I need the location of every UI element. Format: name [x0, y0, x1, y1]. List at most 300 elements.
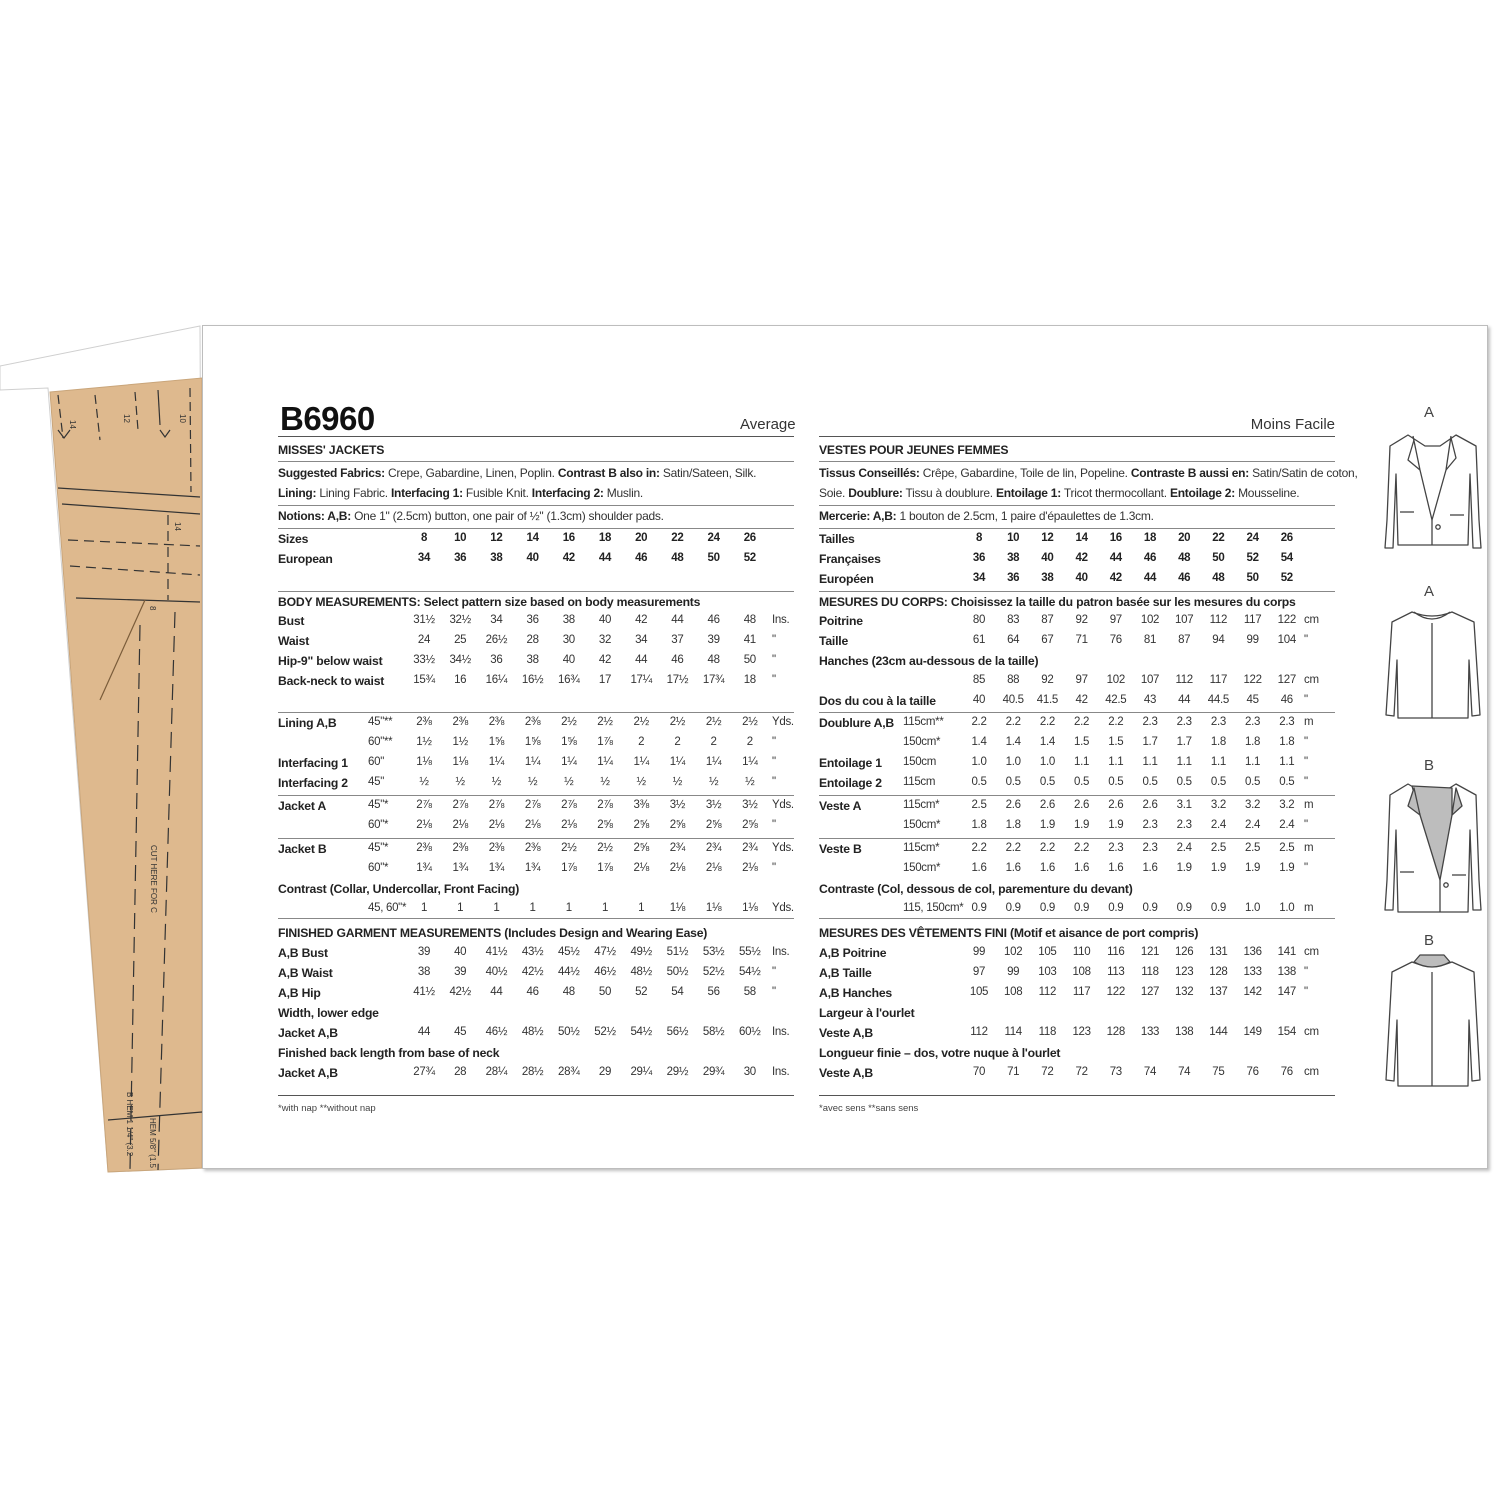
- english-finished-row-value: 48½: [521, 1026, 544, 1038]
- english-size-row-value: 38: [490, 552, 503, 564]
- svg-text:14: 14: [68, 420, 77, 429]
- french-finished-row-value: 72: [1041, 1066, 1054, 1078]
- french-finished-row-value: 136: [1243, 946, 1262, 958]
- french-size-row-value: 16: [1109, 532, 1122, 544]
- french-finished-row-value: 110: [1072, 946, 1091, 958]
- english-yardage-row-value: ½: [636, 776, 646, 788]
- french-body-row-value: 83: [1007, 614, 1020, 626]
- french-lining-line-part: Entoilage 1:: [995, 486, 1061, 500]
- english-yardage-row-value: 1¼: [561, 756, 577, 768]
- english-finished-row-value: 42½: [521, 966, 544, 978]
- english-size-row-value: 22: [671, 532, 684, 544]
- english-yardage-row-value: ½: [672, 776, 683, 788]
- french-size-row-value: 48: [1212, 572, 1225, 584]
- english-size-row-value: 52: [743, 552, 756, 564]
- french-yardage-width: 115cm: [903, 776, 936, 788]
- french-body-row-value: 127: [1277, 674, 1296, 686]
- english-finished-row-label: Jacket A,B: [278, 1066, 338, 1080]
- french-yardage-row-value: 2.2: [1005, 842, 1021, 854]
- french-yardage-unit: ": [1304, 776, 1308, 788]
- french-yardage-row-value: 1.9: [1245, 862, 1261, 874]
- english-yardage-label: Jacket B: [278, 842, 327, 856]
- english-notions-line-part: One 1" (2.5cm) button, one pair of ½" (1.3cm) shoulder pads.: [354, 509, 664, 523]
- french-finished-row-value: 102: [1004, 946, 1023, 958]
- french-yardage-row-value: 0.9: [1108, 902, 1124, 914]
- english-body-heading: BODY MEASUREMENTS: Select pattern size based on body measurements: [278, 595, 701, 609]
- french-yardage-row-value: 0.5: [1279, 776, 1295, 788]
- french-finished-row-value: 142: [1243, 986, 1262, 998]
- french-yardage-row-value: 1.6: [1074, 862, 1090, 874]
- french-yardage-row-value: 2.5: [971, 799, 987, 811]
- english-finished-row-value: 55½: [739, 946, 761, 958]
- svg-text:14: 14: [173, 522, 182, 531]
- english-yardage-row-value: 2⅛: [452, 819, 468, 831]
- english-body-row-value: 18: [743, 674, 756, 686]
- english-yardage-row-value: 3½: [742, 799, 758, 811]
- english-yardage-row-value: 2⅜: [416, 842, 432, 854]
- french-body-row-label: Hanches (23cm au-dessous de la taille): [819, 654, 1039, 668]
- english-yardage-row-value: 2⅞: [452, 799, 468, 811]
- french-yardage-row-value: 1.1: [1210, 756, 1226, 768]
- french-finished-row-value: 108: [1072, 966, 1091, 978]
- english-yardage-row-value: ½: [419, 776, 429, 788]
- english-finished-row-value: 60½: [739, 1026, 761, 1038]
- english-yardage-row-value: 1: [638, 902, 645, 914]
- french-yardage-row-value: 2.3: [1142, 842, 1158, 854]
- french-finished-row-label: A,B Taille: [819, 966, 872, 980]
- french-body-row-value: 44: [1178, 694, 1191, 706]
- french-yardage-unit: m: [1304, 902, 1314, 914]
- english-yardage-unit: Yds.: [772, 799, 794, 811]
- english-body-row-value: 50: [743, 654, 756, 666]
- french-yardage-row-value: 1.0: [1245, 902, 1261, 914]
- english-finished-row-value: 51½: [666, 946, 689, 958]
- english-finished-row-value: 46: [526, 986, 539, 998]
- english-body-row-value: 16: [454, 674, 467, 686]
- french-yardage-row-value: 1.9: [1176, 862, 1192, 874]
- french-yardage-row-value: 1.9: [1108, 819, 1124, 831]
- french-yardage-row-value: 2.2: [1108, 716, 1124, 728]
- french-yardage-row-value: 2.3: [1108, 842, 1124, 854]
- french-finished-row-value: 75: [1212, 1066, 1225, 1078]
- french-body-row-value: 46: [1280, 694, 1293, 706]
- french-size-row-label: Françaises: [819, 552, 881, 566]
- english-fabrics-line-part: Satin/Sateen, Silk.: [662, 466, 757, 480]
- french-yardage-row-value: 0.9: [1176, 902, 1192, 914]
- french-fabrics-line-part: Tissus Conseillés:: [819, 466, 920, 480]
- french-finished-row-value: 99: [1007, 966, 1020, 978]
- french-yardage-row-value: 1.7: [1176, 736, 1192, 748]
- french-yardage-group-rule: [819, 918, 1335, 919]
- french-body-row-value: 64: [1007, 634, 1020, 646]
- french-finished-row-value: 133: [1140, 1026, 1160, 1038]
- french-finished-row-value: 72: [1075, 1066, 1088, 1078]
- french-body-row-value: 92: [1041, 674, 1054, 686]
- english-finished-row-value: 40: [454, 946, 467, 958]
- english-yardage-row-value: ½: [491, 776, 502, 788]
- english-yardage-label: Contrast (Collar, Undercollar, Front Facing): [278, 882, 520, 896]
- french-body-row-value: 92: [1075, 614, 1088, 626]
- english-size-row-value: 10: [454, 532, 467, 544]
- english-finished-row-label: A,B Bust: [278, 946, 328, 960]
- french-body-row-value: 40.5: [1002, 694, 1024, 706]
- french-lining-line-part: Entoilage 2:: [1169, 486, 1235, 500]
- french-yardage-row-value: 0.5: [1005, 776, 1021, 788]
- french-yardage-row-value: 1.8: [1210, 736, 1226, 748]
- english-finished-row-value: 44: [490, 986, 503, 998]
- english-finished-row-value: 28½: [521, 1066, 544, 1078]
- french-yardage-row-value: 0.5: [1210, 776, 1226, 788]
- english-body-row-value: 40: [598, 614, 612, 626]
- french-size-row-value: 34: [972, 572, 986, 584]
- english-size-row-label: Sizes: [278, 532, 309, 546]
- english-yardage-unit: ": [772, 776, 776, 788]
- english-size-row-value: 20: [635, 532, 648, 544]
- english-yardage-row-value: 2⅛: [488, 819, 505, 831]
- french-finished-row-value: 99: [972, 946, 986, 958]
- english-body-row-unit: ": [772, 654, 776, 666]
- french-body-row-value: 117: [1243, 614, 1262, 626]
- french-body-row-value: 71: [1075, 634, 1088, 646]
- english-yardage-row-value: 1½: [416, 736, 432, 748]
- english-yardage-label: Interfacing 2: [278, 776, 348, 790]
- english-finished-row-value: 52½: [702, 966, 725, 978]
- english-yardage-row-value: ½: [564, 776, 574, 788]
- french-size-row-value: 42: [1109, 572, 1122, 584]
- english-yardage-row-value: ½: [455, 776, 465, 788]
- french-finished-row-value: 70: [972, 1066, 986, 1078]
- english-yardage-row-value: 1¼: [524, 756, 541, 768]
- french-fabrics-line: [819, 466, 1358, 480]
- french-size-row-value: 40: [1075, 572, 1088, 584]
- french-yardage-label: Veste B: [819, 842, 862, 856]
- french-fabrics-line-part: Crêpe, Gabardine, Toile de lin, Popeline.: [922, 466, 1128, 480]
- french-finished-row-value: 108: [1004, 986, 1023, 998]
- pattern-tissue: [50, 378, 202, 1172]
- french-finished-heading: MESURES DES VÊTEMENTS FINI (Motif et aisance de port compris): [819, 926, 1199, 940]
- french-finished-row-value: 123: [1072, 1026, 1091, 1038]
- french-yardage-row-value: 2.5: [1279, 842, 1295, 854]
- english-finished-row-value: 41½: [413, 986, 435, 998]
- english-yardage-row-value: ½: [527, 776, 538, 788]
- french-yardage-row-value: 1.0: [1039, 756, 1055, 768]
- french-size-row-value: 52: [1280, 572, 1293, 584]
- pattern-number: B6960: [280, 400, 375, 437]
- french-yardage-unit: ": [1304, 736, 1308, 748]
- french-finished-row-value: 128: [1106, 1026, 1125, 1038]
- english-yardage-group-rule: [278, 838, 794, 839]
- french-fabrics-line-part: Satin/Satin de coton,: [1252, 466, 1358, 480]
- english-yardage-label: Lining A,B: [278, 716, 337, 730]
- french-finished-row-value: 76: [1280, 1066, 1293, 1078]
- english-yardage-row-value: 1⅝: [524, 736, 541, 748]
- english-finished-row-value: 49½: [630, 946, 652, 958]
- french-size-row-value: 22: [1212, 532, 1225, 544]
- french-finished-row-label: Largeur à l'ourlet: [819, 1006, 915, 1020]
- english-yardage-row-value: 1¼: [669, 756, 686, 768]
- french-yardage-label: Entoilage 2: [819, 776, 882, 790]
- english-finished-row-unit: Ins.: [772, 1066, 790, 1078]
- french-yardage-row-value: 2.3: [1279, 716, 1295, 728]
- french-yardage-row-value: 1.6: [1039, 862, 1055, 874]
- english-body-row-value: 17¼: [630, 674, 652, 686]
- english-yardage-unit: ": [772, 862, 776, 874]
- french-finished-row-label: Longueur finie – dos, votre nuque à l'ourlet: [819, 1046, 1061, 1060]
- french-lining-line-part: Tissu à doublure.: [905, 486, 993, 500]
- french-size-row-label: Tailles: [819, 532, 855, 546]
- english-finished-row-value: 53½: [702, 946, 725, 958]
- french-yardage-row-value: 0.5: [1245, 776, 1261, 788]
- french-body-row-value: 94: [1212, 634, 1225, 646]
- english-size-row-value: 40: [526, 552, 539, 564]
- english-body-row-value: 39: [707, 634, 720, 646]
- french-body-row-value: 42.5: [1105, 694, 1127, 706]
- view-label-a-front: A: [1424, 404, 1435, 421]
- french-yardage-unit: m: [1304, 799, 1314, 811]
- french-yardage-row-value: 1.0: [1279, 902, 1295, 914]
- english-fabrics-line-part: Suggested Fabrics:: [278, 466, 385, 480]
- english-lining-line-part: Lining Fabric.: [319, 486, 388, 500]
- french-size-row-value: 42: [1075, 552, 1088, 564]
- english-yardage-row-value: 1⅛: [742, 902, 758, 914]
- french-finished-row-value: 126: [1175, 946, 1194, 958]
- english-finished-row-value: 54½: [630, 1026, 652, 1038]
- english-finished-row-unit: ": [772, 966, 776, 978]
- english-yardage-row-value: 2⅞: [524, 799, 541, 811]
- french-finished-row-value: 132: [1175, 986, 1194, 998]
- english-yardage-unit: ": [772, 756, 776, 768]
- english-yardage-row-value: ½: [600, 776, 610, 788]
- english-body-row-value: 17½: [666, 674, 689, 686]
- english-fabrics-rule: [278, 505, 794, 506]
- english-yardage-row-value: 2⅛: [669, 862, 686, 874]
- english-yardage-row-value: 1: [457, 902, 464, 914]
- english-finished-row-value: 52½: [594, 1026, 616, 1038]
- french-body-row-value: 40: [972, 694, 986, 706]
- french-notions-line-part: Mercerie: A,B:: [819, 509, 897, 523]
- english-body-row-value: 42: [598, 654, 612, 666]
- french-yardage-row-value: 3.1: [1176, 799, 1192, 811]
- french-body-row-unit: ": [1304, 694, 1308, 706]
- english-finished-row-label: Jacket A,B: [278, 1026, 338, 1040]
- french-body-row-value: 104: [1277, 634, 1296, 646]
- french-body-row-value: 102: [1140, 614, 1160, 626]
- english-body-row-value: 30: [562, 634, 575, 646]
- english-finished-row-value: 50½: [666, 966, 689, 978]
- english-finished-row-value: 54½: [739, 966, 761, 978]
- french-yardage-row-value: 2.2: [971, 842, 987, 854]
- english-finished-row-value: 50½: [558, 1026, 580, 1038]
- french-title-rule: [819, 461, 1335, 462]
- french-finished-row-value: 133: [1243, 966, 1262, 978]
- english-finished-row-label: Width, lower edge: [278, 1006, 379, 1020]
- english-finished-row-value: 48½: [630, 966, 652, 978]
- english-finished-row-value: 30: [743, 1066, 756, 1078]
- french-body-row-value: 122: [1277, 614, 1296, 626]
- english-yardage-unit: ": [772, 736, 776, 748]
- english-yardage-unit: Yds.: [772, 902, 794, 914]
- french-yardage-row-value: 1.9: [1279, 862, 1295, 874]
- english-finished-row-value: 47½: [594, 946, 616, 958]
- english-yardage-row-value: 2⅛: [416, 819, 432, 831]
- french-yardage-row-value: 1.1: [1176, 756, 1192, 768]
- level-french: Moins Facile: [1250, 416, 1335, 433]
- english-body-row-value: 36: [490, 654, 503, 666]
- english-lining-line-part: Interfacing 2:: [531, 486, 604, 500]
- french-finished-row-value: 112: [1038, 986, 1057, 998]
- french-yardage-unit: ": [1304, 862, 1308, 874]
- french-yardage-row-value: 2.3: [1142, 716, 1158, 728]
- english-yardage-width: 45, 60"*: [368, 902, 407, 914]
- french-body-row-label: Dos du cou à la taille: [819, 694, 936, 708]
- french-finished-row-unit: cm: [1304, 1026, 1319, 1038]
- english-yardage-row-value: 2½: [669, 716, 686, 728]
- english-finished-row-value: 39: [417, 946, 431, 958]
- french-finished-row-label: Veste A,B: [819, 1026, 873, 1040]
- english-yardage-row-value: 2½: [633, 716, 649, 728]
- french-yardage-row-value: 0.5: [971, 776, 987, 788]
- english-footnote: *with nap **without nap: [278, 1103, 376, 1114]
- french-yardage-width: 115, 150cm*: [903, 902, 964, 914]
- english-yardage-row-value: 2⅝: [742, 819, 758, 831]
- french-body-row-value: 61: [972, 634, 986, 646]
- english-yardage-width: 60"*: [368, 819, 389, 831]
- french-body-heading: MESURES DU CORPS: Choisissez la taille du patron basée sur les mesures du corps: [819, 595, 1296, 609]
- english-fabrics-line: [278, 466, 756, 480]
- english-finished-row-value: 40½: [485, 966, 508, 978]
- french-yardage-row-value: 0.5: [1039, 776, 1055, 788]
- french-lining-line-part: Soie.: [819, 486, 846, 500]
- french-finished-row-value: 131: [1209, 946, 1228, 958]
- french-size-row-value: 20: [1178, 532, 1191, 544]
- english-finished-row-unit: ": [772, 986, 776, 998]
- french-yardage-width: 150cm: [903, 756, 937, 768]
- english-yardage-row-value: 2⅛: [561, 819, 577, 831]
- english-yardage-unit: Yds.: [772, 842, 794, 854]
- english-body-row-value: 44: [671, 614, 684, 626]
- french-title: VESTES POUR JEUNES FEMMES: [819, 443, 1009, 457]
- french-fabrics-line-part: Contraste B aussi en:: [1130, 466, 1249, 480]
- english-body-row-value: 46: [707, 614, 720, 626]
- french-body-row-value: 87: [1178, 634, 1191, 646]
- english-body-row-label: Bust: [278, 614, 305, 628]
- english-size-row-value: 26: [743, 532, 756, 544]
- english-title: MISSES' JACKETS: [278, 443, 385, 457]
- french-body-row-label: Poitrine: [819, 614, 863, 628]
- english-lining-line: [278, 486, 643, 500]
- french-yardage-row-value: 1.8: [1005, 819, 1021, 831]
- french-body-row-value: 76: [1109, 634, 1122, 646]
- french-body-row-value: 97: [1075, 674, 1088, 686]
- french-yardage-row-value: 0.5: [1108, 776, 1124, 788]
- english-yardage-width: 60"*: [368, 862, 389, 874]
- french-finished-row-value: 138: [1175, 1026, 1194, 1038]
- english-body-row-value: 31½: [413, 614, 435, 626]
- english-body-row-value: 40: [562, 654, 575, 666]
- french-body-row-value: 85: [972, 674, 986, 686]
- english-finished-row-value: 52: [635, 986, 648, 998]
- english-yardage-row-value: 2: [638, 736, 645, 748]
- french-yardage-row-value: 1.4: [971, 736, 987, 748]
- english-yardage-row-value: 1⅞: [597, 862, 613, 874]
- english-finished-row-unit: Ins.: [772, 1026, 790, 1038]
- english-yardage-row-value: 2⅜: [488, 842, 505, 854]
- english-body-row-value: 41: [743, 634, 756, 646]
- french-finished-row-value: 74: [1143, 1066, 1157, 1078]
- english-finished-row-value: 28¼: [485, 1066, 508, 1078]
- english-body-row-value: 42: [635, 614, 648, 626]
- english-finished-row-value: 43½: [521, 946, 544, 958]
- english-yardage-row-value: 2: [674, 736, 681, 748]
- french-yardage-row-value: 1.1: [1245, 756, 1261, 768]
- english-yardage-width: 45"*: [368, 842, 389, 854]
- english-yardage-row-value: 3⅜: [633, 799, 649, 811]
- french-finished-row-value: 138: [1277, 966, 1296, 978]
- french-yardage-row-value: 1.8: [1245, 736, 1261, 748]
- french-yardage-width: 115cm*: [903, 842, 940, 854]
- french-yardage-row-value: 1.9: [1039, 819, 1055, 831]
- english-yardage-row-value: 2⅝: [633, 842, 649, 854]
- french-size-row-value: 50: [1212, 552, 1225, 564]
- french-yardage-row-value: 0.9: [1142, 902, 1158, 914]
- english-body-row-value: 36: [526, 614, 539, 626]
- english-yardage-row-value: 2⅞: [416, 799, 432, 811]
- english-yardage-row-value: 2½: [561, 716, 577, 728]
- french-yardage-row-value: 3.2: [1245, 799, 1261, 811]
- english-size-row-value: 8: [420, 532, 428, 544]
- french-yardage-row-value: 2.3: [1176, 819, 1192, 831]
- english-body-row-value: 38: [562, 614, 575, 626]
- french-size-row-value: 18: [1143, 532, 1157, 544]
- french-size-row-value: 40: [1041, 552, 1054, 564]
- french-body-row-value: 44.5: [1207, 694, 1229, 706]
- english-yardage-row-value: 2⅜: [524, 716, 541, 728]
- english-body-row-value: 34: [635, 634, 648, 646]
- english-size-row-value: 48: [671, 552, 684, 564]
- english-yardage-row-value: 2½: [597, 842, 613, 854]
- french-finished-row-value: 105: [969, 986, 989, 998]
- french-yardage-row-value: 0.9: [1074, 902, 1090, 914]
- french-finished-row-value: 118: [1141, 966, 1159, 978]
- english-yardage-label: Interfacing 1: [278, 756, 348, 770]
- english-size-row-value: 16: [562, 532, 575, 544]
- french-size-row-value: 10: [1007, 532, 1020, 544]
- english-yardage-row-value: 1¾: [416, 862, 432, 874]
- english-yardage-width: 60"**: [368, 736, 393, 748]
- french-finished-row-value: 137: [1209, 986, 1228, 998]
- english-yardage-row-value: 1⅞: [561, 862, 577, 874]
- english-yardage-width: 45"*: [368, 799, 389, 811]
- french-yardage-row-value: 2.6: [1039, 799, 1055, 811]
- french-finished-row-unit: cm: [1304, 946, 1319, 958]
- french-finished-row-value: 105: [1038, 946, 1057, 958]
- french-yardage-row-value: 1.4: [1005, 736, 1021, 748]
- english-yardage-row-value: 2⅜: [488, 716, 505, 728]
- french-yardage-row-value: 2.4: [1210, 819, 1226, 831]
- french-body-row-label: Taille: [819, 634, 849, 648]
- french-body-row-value: 107: [1175, 614, 1194, 626]
- french-body-row-value: 42: [1075, 694, 1088, 706]
- english-yardage-row-value: 1¼: [597, 756, 613, 768]
- english-size-row-value: 50: [707, 552, 720, 564]
- english-body-row-value: 17¾: [702, 674, 725, 686]
- french-yardage-row-value: 0.9: [1039, 902, 1055, 914]
- english-body-row-value: 32: [598, 634, 612, 646]
- english-yardage-row-value: 2⅜: [524, 842, 541, 854]
- english-yardage-row-value: 1⅛: [705, 902, 722, 914]
- french-finished-row-value: 116: [1107, 946, 1125, 958]
- level-english: Average: [740, 416, 796, 433]
